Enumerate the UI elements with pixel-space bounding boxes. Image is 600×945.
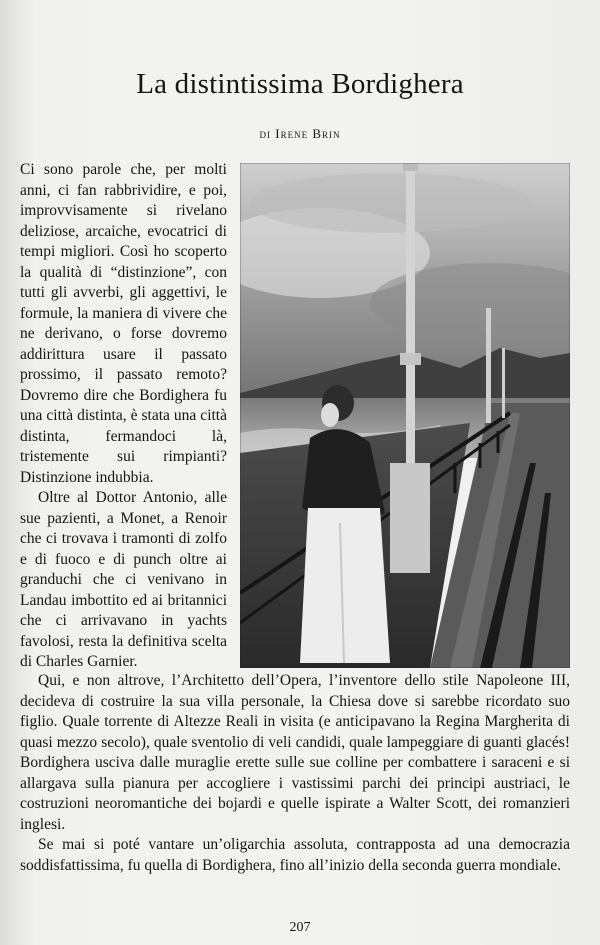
paragraph: Oltre al Dottor Antonio, alle sue pazienti, a Monet, a Renoir che ci trovava i tramonti di zolfo e di fuoco e di punch oltre ai granduchi che ci venivano in Landau imbottito ed ai britannici che ci arrivavano in yachts favolosi, resta la definitiva scelta di Charles Garnier. <box>20 489 227 670</box>
promenade-photo <box>240 163 570 668</box>
article-title: La distintissima Bordighera <box>136 68 464 100</box>
photograph <box>240 163 570 668</box>
page-number: 207 <box>289 920 311 935</box>
paragraph: Se mai si poté vantare un’oligarchia assoluta, contrapposta ad una democrazia soddisfattissima, fu quella di Bordighera, fino all’inizio della seconda guerra mondiale. <box>20 836 570 874</box>
text-column <box>20 160 227 673</box>
text-full-width <box>20 671 570 876</box>
paragraph: Ci sono parole che, per molti anni, ci fan rabbrividire, e poi, improvvisamente si rivelano deliziose, arcaiche, evocatrici di tempi migliori. Così ho scoperto la qualità di “distinzione”, con tutti gli avverbi, gli aggettivi, le formule, la maniera di vivere che ne derivano, o forse dovremo addirittura usare il passato prossimo, il passato remoto? Dovremo dire che Bordighera fu una città distinta, è stata una città distinta, fermandoci là, tristemente sui rimpianti? Distinzione indubbia. <box>20 161 227 486</box>
paragraph: Qui, e non altrove, l’Architetto dell’Opera, l’inventore dello stile Napoleone III, decideva di costruire la sua villa personale, la Chiesa dove si sarebbe ricordato suo figlio. Quale torrente di Altezze Reali in visita (e anticipavano la Regina Margherita di quasi mezzo secolo), quale sventolio di veli candidi, quale lampeggiare di guanti glacés! Bordighera usciva dalle muraglie erette sulle sue colline per combattere i saraceni e si allargava sulla pianura per accogliere i vastissimi parchi dei principi austriaci, le costruzioni neoromantiche dei bojardi e quelle ispirate a Walter Scott, dei romanzieri inglesi. <box>20 672 570 833</box>
byline: di Irene Brin <box>259 126 341 141</box>
